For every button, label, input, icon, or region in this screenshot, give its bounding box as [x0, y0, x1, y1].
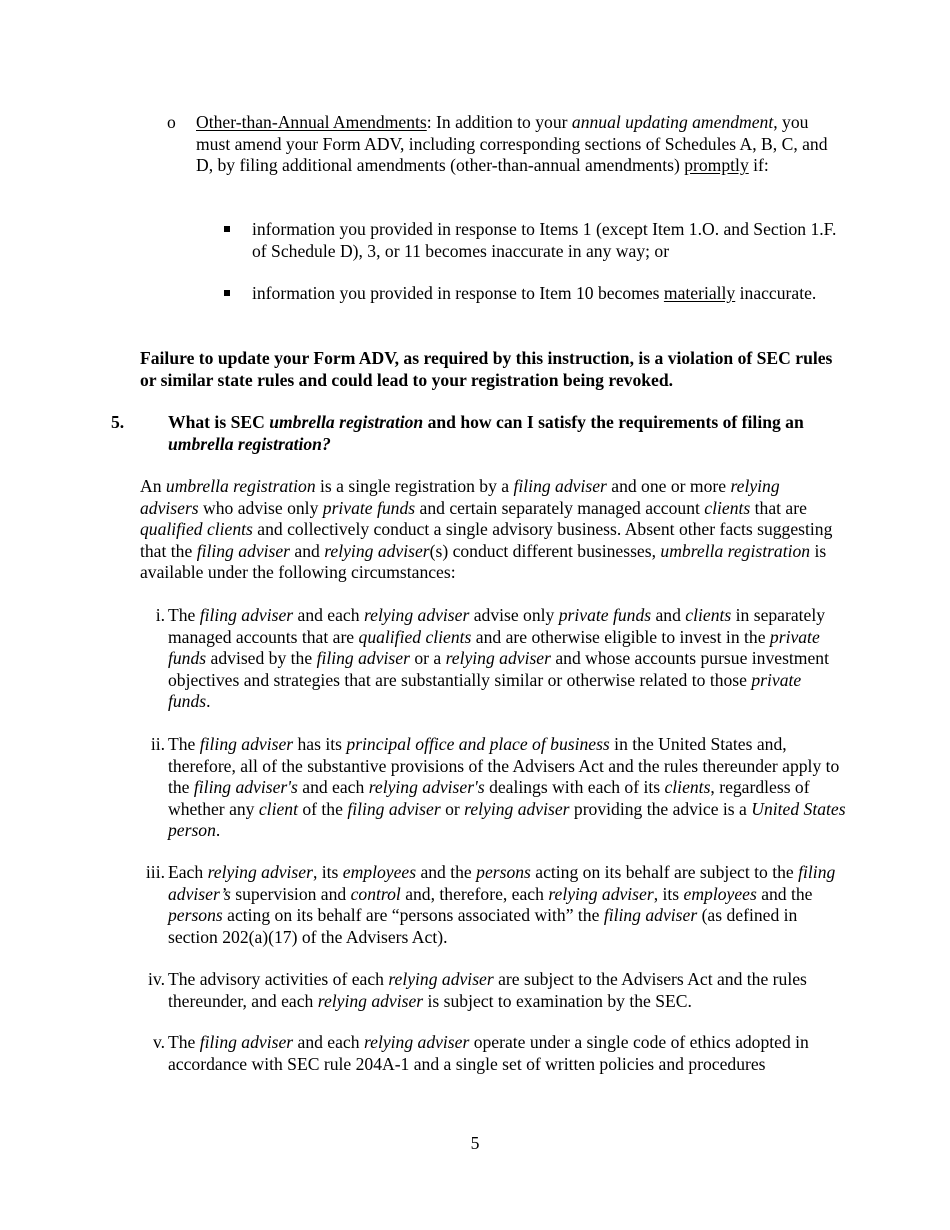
- defined-term: qualified clients: [358, 626, 472, 647]
- text-run: and: [651, 605, 686, 625]
- defined-term: relying adviser: [445, 648, 551, 669]
- text-run: and collectively conduct a single advisory business. Absent other facts suggesting that the: [140, 519, 833, 561]
- text-run: and how can I satisfy the requirements of filing an: [423, 412, 804, 432]
- umbrella-registration-intro: [140, 476, 840, 584]
- defined-term: relying adviser: [388, 969, 494, 989]
- defined-term: umbrella registration: [269, 412, 424, 432]
- text-run: advised by the: [206, 648, 317, 669]
- circle-bullet-marker: o: [167, 112, 176, 132]
- text-run: advise only: [469, 605, 559, 625]
- registration-warning: Failure to update your Form ADV, as required by this instruction, is a violation of SEC rules or similar state rules and could lead to your registration being revoked.: [140, 348, 833, 390]
- circumstance-item-i: [155, 605, 848, 713]
- text-run: and each: [297, 777, 369, 798]
- defined-term: umbrella registration?: [168, 433, 331, 454]
- defined-term: filing adviser: [199, 605, 294, 625]
- circumstance-text: [168, 862, 848, 948]
- defined-term: filing adviser: [199, 1032, 294, 1052]
- defined-term: clients: [685, 605, 732, 625]
- circumstance-text: [168, 1032, 848, 1075]
- question-text: [168, 412, 848, 455]
- defined-term: relying adviser: [363, 605, 470, 625]
- text-run: that are: [750, 497, 807, 518]
- circumstance-item-iv: [148, 969, 848, 1012]
- text-run: is a single registration by a: [315, 476, 514, 496]
- text-run: and, therefore, each: [400, 883, 549, 904]
- text-run: information you provided in response to Item 10 becomes: [252, 283, 664, 303]
- text-run: acting on its behalf are “persons associated with” the: [222, 905, 604, 926]
- circumstance-text: [168, 605, 848, 713]
- defined-term: filing adviser's: [193, 777, 298, 798]
- defined-term: employees: [683, 883, 757, 904]
- text-run: : In addition to your: [426, 112, 572, 132]
- defined-term: filing adviser: [347, 798, 441, 819]
- question-number: 5.: [111, 412, 125, 432]
- text-run: What is SEC: [168, 412, 270, 432]
- other-than-annual-amendments-text: [196, 112, 846, 177]
- text-run: Each: [168, 862, 208, 882]
- text-run: , regardless of whether any: [168, 777, 810, 819]
- text-run: An: [140, 476, 166, 496]
- text-run: providing the advice is a: [569, 798, 752, 819]
- other-than-annual-amendments-title: Other-than-Annual Amendments: [196, 112, 427, 132]
- item-number: ii.: [150, 734, 165, 754]
- defined-term: filing adviser: [199, 734, 294, 754]
- amendment-condition-item: [252, 219, 852, 262]
- defined-term: relying adviser: [548, 883, 654, 904]
- defined-term: annual updating amendment: [571, 112, 774, 132]
- item-number: iii.: [145, 862, 165, 882]
- page-number: 5: [470, 1133, 480, 1153]
- square-bullet-marker: [224, 226, 230, 232]
- text-run: .: [215, 820, 221, 841]
- defined-term: qualified clients: [140, 519, 253, 540]
- text-run: acting on its behalf are subject to the: [530, 862, 799, 882]
- circumstance-text: [168, 969, 848, 1012]
- text-run: is available under the following circumstances:: [140, 540, 827, 583]
- other-than-annual-amendments-item: [167, 112, 846, 177]
- text-run: The: [168, 605, 200, 625]
- text-run: operate under a single code of ethics adopted in accordance with SEC rule 204A-1 and a single set of written policies and procedures: [168, 1032, 809, 1074]
- text-run: , its: [653, 883, 684, 904]
- defined-term: relying adviser: [464, 798, 570, 819]
- defined-term: employees: [342, 862, 417, 882]
- defined-term: clients: [664, 777, 711, 798]
- text-run: who advise only: [198, 497, 323, 518]
- defined-term: clients: [704, 497, 751, 518]
- defined-term: persons: [476, 862, 531, 882]
- defined-term: relying adviser: [363, 1032, 470, 1052]
- defined-term: relying advisers: [140, 476, 780, 518]
- text-run: or: [440, 798, 465, 819]
- text-run: inaccurate.: [735, 283, 817, 303]
- item-number: v.: [152, 1032, 165, 1052]
- circumstance-item-v: [152, 1032, 848, 1075]
- square-bullet-marker: [224, 290, 230, 296]
- text-run: or a: [409, 648, 446, 669]
- text-run: and: [290, 540, 325, 561]
- text-run: in separately managed accounts that are: [168, 605, 826, 647]
- text-run: if:: [748, 155, 769, 176]
- text-run: of the: [297, 798, 348, 819]
- text-run: The: [168, 1032, 200, 1052]
- text-run: information you provided in response to Items 1 (except Item 1.O. and Section 1.F. of Schedule D), 3, or 11 becomes inaccurate in any way; or: [252, 219, 837, 261]
- circumstance-item-ii: [150, 734, 848, 842]
- defined-term: umbrella registration: [660, 540, 811, 561]
- text-run: has its: [293, 734, 347, 754]
- defined-term: persons: [168, 905, 223, 926]
- underlined-term-promptly: promptly: [684, 155, 749, 176]
- defined-term: filing adviser: [513, 476, 607, 496]
- text-run: in the United States and, therefore, all of the substantive provisions of the Advisers Act and the rules thereunder apply to the: [168, 734, 840, 798]
- defined-term: umbrella registration: [165, 476, 316, 496]
- text-run: and each: [293, 605, 364, 625]
- defined-term: filing adviser: [316, 648, 410, 669]
- text-run: and the: [756, 883, 813, 904]
- text-run: supervision and: [230, 883, 351, 904]
- text-run: dealings with each of its: [484, 777, 665, 798]
- defined-term: filing adviser: [196, 540, 291, 561]
- defined-term: private funds: [168, 669, 802, 712]
- text-run: , you must amend your Form ADV, including corresponding sections of Schedules A, B, C, and D, by filing additional amendments (other-than-annual amendments): [196, 112, 828, 176]
- text-run: are subject to the Advisers Act and the rules thereunder, and each: [168, 969, 807, 1011]
- defined-term: private funds: [558, 605, 652, 625]
- text-run: is subject to examination by the SEC.: [423, 990, 692, 1011]
- defined-term: control: [350, 883, 401, 904]
- defined-term: filing adviser: [603, 905, 698, 926]
- question-heading: [111, 412, 848, 455]
- amendment-condition-text: [252, 283, 852, 305]
- defined-term: private funds: [168, 626, 820, 669]
- text-run: and whose accounts pursue investment objectives and strategies that are substantially similar or otherwise related to those: [168, 648, 829, 690]
- text-run: and each: [293, 1032, 364, 1052]
- defined-term: relying adviser: [324, 540, 430, 561]
- circumstance-item-iii: [145, 862, 848, 948]
- defined-term: relying adviser: [207, 862, 313, 882]
- item-number: iv.: [148, 969, 165, 989]
- defined-term: United States person: [168, 798, 846, 841]
- defined-term: relying adviser: [317, 990, 424, 1011]
- text-run: (as defined in section 202(a)(17) of the Advisers Act).: [168, 905, 798, 947]
- text-run: and one or more: [606, 476, 731, 496]
- text-run: The advisory activities of each: [168, 969, 389, 989]
- amendment-condition-item: [252, 283, 852, 305]
- underlined-term-materially: materially: [663, 283, 736, 303]
- defined-term: client: [258, 798, 298, 819]
- text-run: and are otherwise eligible to invest in the: [471, 626, 770, 647]
- text-run: (s) conduct different businesses,: [429, 540, 661, 561]
- text-run: , its: [312, 862, 343, 882]
- defined-term: filing adviser’s: [168, 862, 836, 904]
- text-run: and the: [416, 862, 477, 882]
- defined-term: relying adviser's: [368, 777, 485, 798]
- text-run: and certain separately managed account: [415, 497, 705, 518]
- amendment-condition-text: [252, 219, 852, 262]
- text-run: .: [206, 691, 211, 712]
- defined-term: private funds: [322, 497, 416, 518]
- text-run: The: [168, 734, 200, 754]
- defined-term: principal office and place of business: [346, 734, 610, 754]
- item-number: i.: [155, 605, 165, 625]
- circumstance-text: [168, 734, 848, 842]
